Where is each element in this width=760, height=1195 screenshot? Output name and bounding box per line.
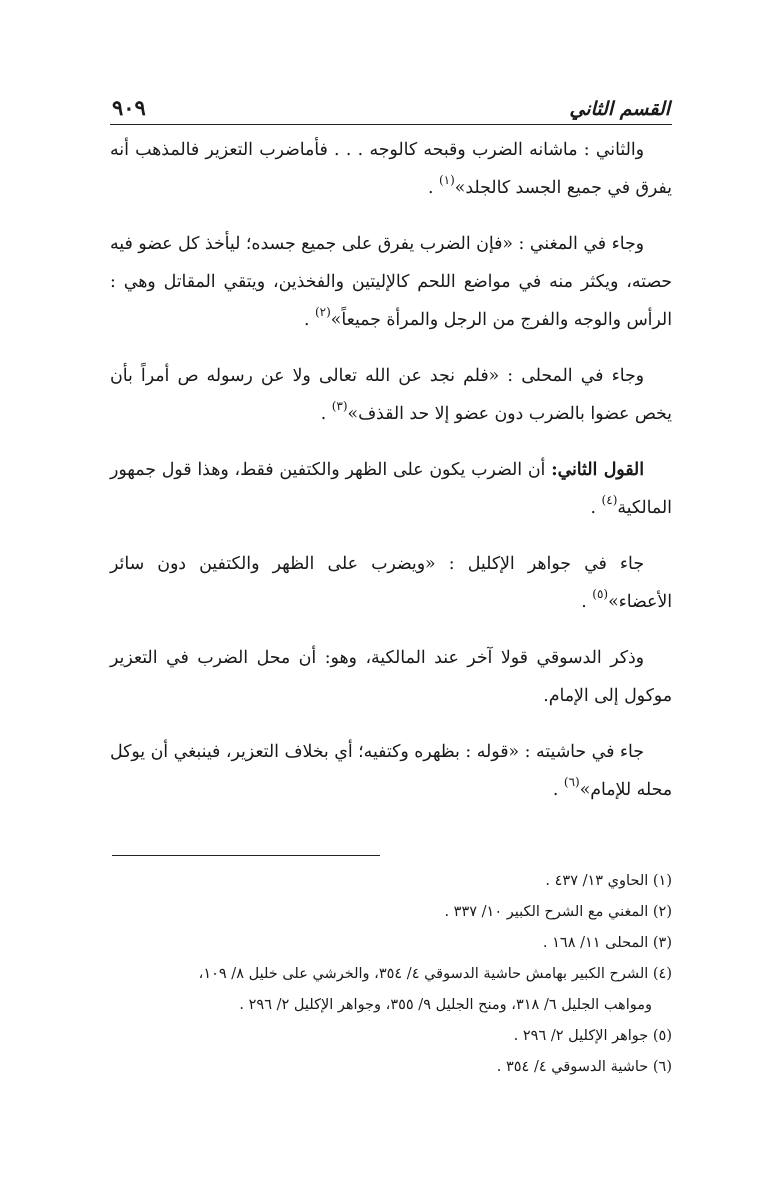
footnote-4-continued: ومواهب الجليل ٦/ ٣١٨، ومنح الجليل ٩/ ٣٥٥، وجواهر الإكليل ٢/ ٢٩٦ .	[239, 997, 652, 1013]
footnote-ref: (٥)	[592, 587, 609, 602]
footnote-1: (١) الحاوي ١٣/ ٤٣٧ .	[545, 873, 672, 889]
paragraph-text: جاء في حاشيته : «قوله : بظهره وكتفيه؛ أي بخلاف التعزير، فينبغي أن يوكل محله للإمام»	[110, 742, 672, 800]
paragraph-7	[110, 733, 672, 809]
footnote-separator	[112, 855, 380, 856]
paragraph-6	[110, 639, 672, 715]
paragraph-tail: .	[427, 178, 439, 198]
paragraph-text: وجاء في المحلى : «فلم نجد عن الله تعالى ولا عن رسوله ص أمراً بأن يخص عضوا بالضرب دون عضو إلا حد القذف»	[110, 366, 672, 424]
footnote-3: (٣) المحلى ١١/ ١٦٨ .	[542, 935, 672, 951]
paragraph-tail: .	[303, 310, 315, 330]
footnote-ref: (٤)	[601, 493, 618, 508]
paragraph-lead: القول الثاني:	[551, 460, 645, 480]
paragraph-text: وذكر الدسوقي قولا آخر عند المالكية، وهو: أن محل الضرب في التعزير موكول إلى الإمام.	[110, 648, 672, 706]
footnote-ref: (٦)	[563, 775, 580, 790]
paragraph-2	[110, 225, 672, 339]
paragraph-1	[110, 131, 672, 207]
footnote-ref: (٣)	[331, 399, 348, 414]
paragraph-tail: .	[552, 780, 564, 800]
footnotes	[110, 866, 672, 1083]
paragraph-4	[110, 451, 672, 527]
paragraph-5	[110, 545, 672, 621]
footnote-4: (٤) الشرح الكبير بهامش حاشية الدسوقي ٤/ ٣٥٤، والخرشي على خليل ٨/ ١٠٩،	[198, 966, 672, 982]
paragraph-tail: .	[590, 498, 602, 518]
footnote-ref: (١)	[438, 173, 455, 188]
main-text	[110, 131, 672, 809]
footnote-2: (٢) المغني مع الشرح الكبير ١٠/ ٣٣٧ .	[444, 904, 672, 920]
section-title: القسم الثاني	[569, 98, 670, 120]
footnote-5: (٥) جواهر الإكليل ٢/ ٢٩٦ .	[513, 1028, 672, 1044]
footnote-6: (٦) حاشية الدسوقي ٤/ ٣٥٤ .	[496, 1059, 672, 1075]
paragraph-text: وجاء في المغني : «فإن الضرب يفرق على جميع جسده؛ ليأخذ كل عضو فيه حصته، ويكثر منه في مواضع اللحم كالإليتين والفخذين، ويتقي المقاتل وهي : الرأس والوجه والفرج من الرجل والمرأة جميعاً»	[110, 234, 672, 330]
paragraph-text: والثاني : ماشانه الضرب وقبحه كالوجه . . . فأماضرب التعزير فالمذهب أنه يفرق في جميع الجسد كالجلد»	[110, 140, 672, 198]
page-header	[110, 80, 672, 125]
page-number: ٩٠٩	[112, 95, 146, 120]
paragraph-3	[110, 357, 672, 433]
paragraph-text: جاء في جواهر الإكليل : «ويضرب على الظهر والكتفين دون سائر الأعضاء»	[110, 554, 672, 612]
footnote-ref: (٢)	[314, 305, 331, 320]
paragraph-text: أن الضرب يكون على الظهر والكتفين فقط، وهذا قول جمهور المالكية	[110, 460, 672, 518]
book-page	[110, 80, 672, 1083]
paragraph-tail: .	[320, 404, 332, 424]
paragraph-tail: .	[581, 592, 593, 612]
